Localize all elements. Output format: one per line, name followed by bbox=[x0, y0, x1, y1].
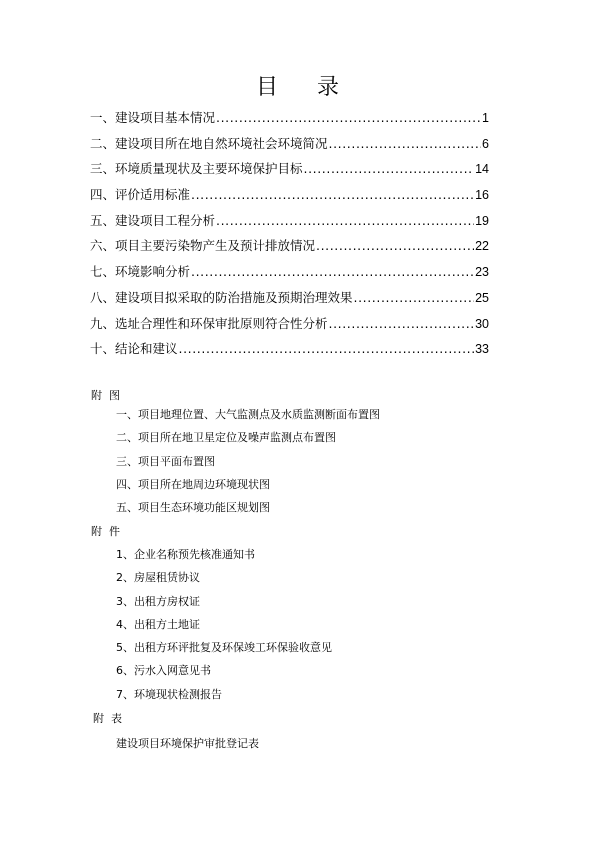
attachment-index: 7 bbox=[116, 687, 123, 701]
attachment-item bbox=[116, 571, 332, 594]
toc-entry-page: 22 bbox=[475, 239, 489, 254]
attachment-text: 、出租方房权证 bbox=[123, 594, 200, 608]
attachment-text: 、出租方土地证 bbox=[123, 617, 200, 631]
toc-entry-label: 八、建设项目拟采取的防治措施及预期治理效果 bbox=[90, 289, 353, 305]
toc-leader-dots bbox=[179, 340, 475, 358]
toc-entry-page: 23 bbox=[475, 265, 489, 280]
attachment-text: 、企业名称预先核准通知书 bbox=[123, 548, 255, 561]
toc-entry[interactable] bbox=[90, 263, 489, 289]
toc-entry-page: 1 bbox=[482, 111, 489, 125]
toc-leader-dots bbox=[354, 289, 475, 307]
toc-entry-page: 6 bbox=[482, 136, 489, 151]
toc-entry-page: 30 bbox=[475, 316, 489, 331]
toc-leader-dots bbox=[304, 160, 475, 178]
table-item: 建设项目环境保护审批登记表 bbox=[116, 737, 259, 750]
figures-heading: 附图 bbox=[91, 389, 127, 402]
attachment-index: 1 bbox=[116, 548, 123, 561]
toc-entry-label: 四、评价适用标准 bbox=[90, 187, 191, 203]
attachment-index: 4 bbox=[116, 617, 123, 631]
toc-leader-dots bbox=[316, 237, 474, 255]
attachment-index: 2 bbox=[116, 571, 123, 585]
toc-entry[interactable] bbox=[90, 109, 489, 135]
attachment-item bbox=[116, 641, 332, 664]
toc-entry-label: 一、建设项目基本情况 bbox=[90, 110, 216, 125]
table-of-contents bbox=[90, 109, 489, 366]
attachment-index: 6 bbox=[116, 664, 123, 678]
attachment-item bbox=[116, 595, 332, 618]
toc-entry-label: 九、选址合理性和环保审批原则符合性分析 bbox=[90, 315, 328, 331]
figure-item: 五、项目生态环境功能区规划图 bbox=[116, 501, 270, 515]
toc-leader-dots bbox=[329, 315, 475, 333]
page-title: 目 录 bbox=[256, 75, 355, 100]
attachment-item bbox=[116, 548, 332, 571]
figure-item: 一、项目地理位置、大气监测点及水质监测断面布置图 bbox=[116, 408, 380, 421]
attachments-list bbox=[116, 548, 332, 711]
attachment-item bbox=[116, 618, 332, 641]
attachment-text: 、房屋租赁协议 bbox=[123, 571, 200, 585]
toc-entry[interactable] bbox=[90, 340, 489, 366]
toc-entry-label: 二、建设项目所在地自然环境社会环境简况 bbox=[90, 135, 328, 151]
toc-entry[interactable] bbox=[90, 135, 489, 161]
toc-leader-dots bbox=[191, 263, 474, 281]
attachments-heading: 附件 bbox=[91, 525, 127, 538]
toc-entry-page: 25 bbox=[475, 290, 489, 305]
tables-heading: 附表 bbox=[93, 712, 129, 725]
figure-item: 三、项目平面布置图 bbox=[116, 454, 215, 468]
attachment-index: 5 bbox=[116, 641, 123, 655]
toc-entry-page: 33 bbox=[475, 342, 489, 357]
toc-entry[interactable] bbox=[90, 237, 489, 263]
toc-entry-label: 五、建设项目工程分析 bbox=[90, 212, 216, 228]
figure-item: 四、项目所在地周边环境现状图 bbox=[116, 477, 270, 491]
attachment-text: 、污水入网意见书 bbox=[123, 664, 211, 678]
attachment-text: 、出租方环评批复及环保竣工环保验收意见 bbox=[123, 641, 332, 655]
toc-entry-label: 三、环境质量现状及主要环境保护目标 bbox=[90, 161, 303, 177]
toc-leader-dots bbox=[191, 186, 474, 204]
toc-entry-page: 14 bbox=[475, 162, 489, 177]
toc-entry-page: 19 bbox=[475, 213, 489, 228]
toc-entry-label: 十、结论和建议 bbox=[90, 341, 178, 357]
toc-entry-label: 七、环境影响分析 bbox=[90, 264, 191, 280]
toc-entry[interactable] bbox=[90, 186, 489, 212]
toc-entry-label: 六、项目主要污染物产生及预计排放情况 bbox=[90, 238, 316, 254]
figures-list bbox=[116, 408, 380, 524]
toc-entry[interactable] bbox=[90, 160, 489, 186]
figure-item: 二、项目所在地卫星定位及噪声监测点布置图 bbox=[116, 431, 336, 445]
toc-leader-dots bbox=[216, 212, 474, 230]
toc-entry-page: 16 bbox=[475, 188, 489, 203]
toc-entry[interactable] bbox=[90, 289, 489, 315]
attachment-index: 3 bbox=[116, 594, 123, 608]
attachment-text: 、环境现状检测报告 bbox=[123, 687, 222, 701]
attachment-item bbox=[116, 688, 332, 711]
toc-leader-dots bbox=[329, 135, 482, 153]
toc-entry[interactable] bbox=[90, 212, 489, 238]
toc-leader-dots bbox=[216, 109, 481, 127]
attachment-item bbox=[116, 664, 332, 687]
toc-entry[interactable] bbox=[90, 315, 489, 341]
